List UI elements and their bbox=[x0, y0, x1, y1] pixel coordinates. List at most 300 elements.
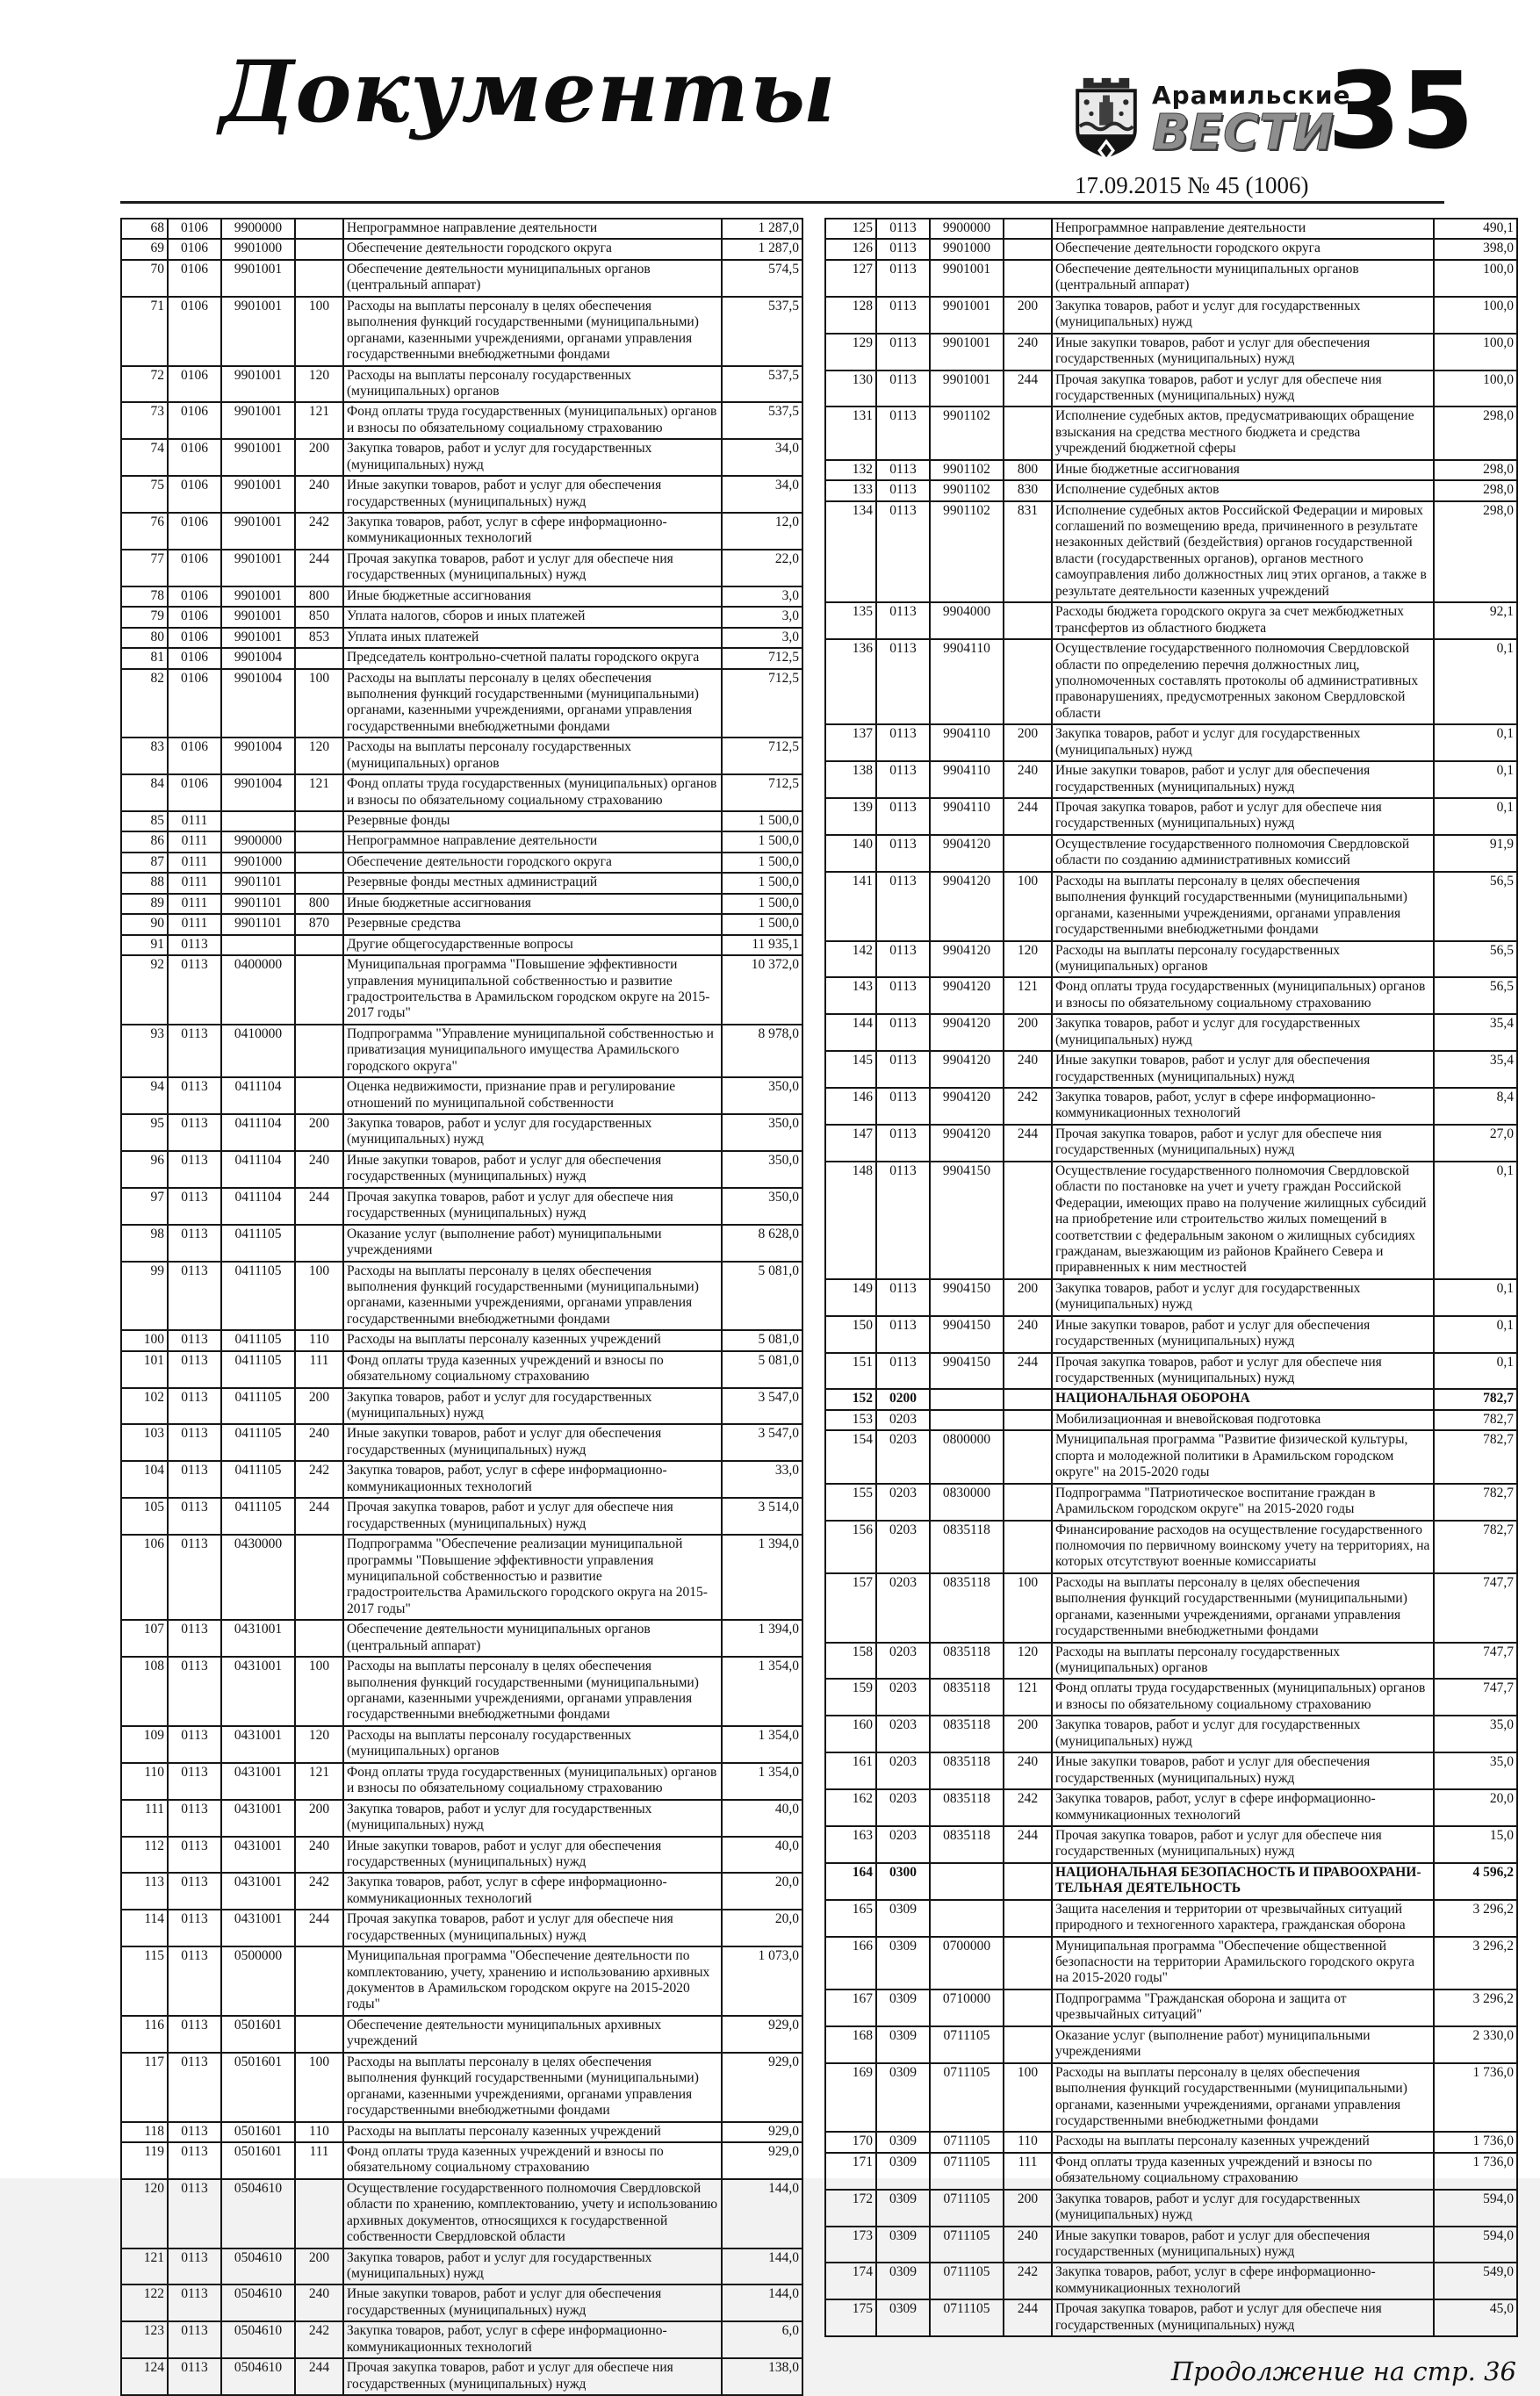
celevaya-cell: 9901102 bbox=[930, 460, 1004, 480]
name-cell: Расходы на выплаты персоналу государственных (муниципальных) органов bbox=[343, 738, 722, 774]
table-row bbox=[825, 1279, 1517, 1316]
razdel-cell: 0113 bbox=[168, 2321, 221, 2358]
name-cell: Фонд оплаты труда государственных (муниципальных) органов и взносы по обязательному социальному страхованию bbox=[1052, 1679, 1434, 1716]
sum-cell: 298,0 bbox=[1434, 501, 1517, 603]
celevaya-cell: 9901102 bbox=[930, 501, 1004, 603]
table-row bbox=[121, 1910, 802, 1946]
sum-cell: 1 354,0 bbox=[722, 1726, 802, 1763]
vid-cell bbox=[1004, 1989, 1052, 2026]
celevaya-cell: 9901004 bbox=[221, 648, 295, 668]
name-cell: Расходы на выплаты персоналу государственных (муниципальных) органов bbox=[1052, 941, 1434, 978]
razdel-cell: 0111 bbox=[168, 873, 221, 893]
sum-cell: 91,9 bbox=[1434, 835, 1517, 872]
razdel-cell: 0113 bbox=[168, 1330, 221, 1350]
num-cell: 121 bbox=[121, 2248, 168, 2285]
name-cell: Другие общегосударственные вопросы bbox=[343, 935, 722, 955]
celevaya-cell: 0411104 bbox=[221, 1188, 295, 1225]
razdel-cell: 0113 bbox=[168, 1657, 221, 1726]
razdel-cell: 0113 bbox=[876, 872, 930, 941]
num-cell: 129 bbox=[825, 334, 876, 371]
num-cell: 105 bbox=[121, 1498, 168, 1535]
name-cell: Расходы на выплаты персоналу в целях обеспечения выполнения функций государственными (муниципальными) органами, казенными учреждениями, органами управления государственными внебюджетными фондами bbox=[343, 1657, 722, 1726]
num-cell: 78 bbox=[121, 586, 168, 607]
table-row bbox=[121, 853, 802, 873]
name-cell: Финансирование расходов на осуществление государственного полномочия по первичному воинскому учету на территориях, на которых отсутствуют военные комиссариаты bbox=[1052, 1521, 1434, 1573]
num-cell: 158 bbox=[825, 1643, 876, 1680]
razdel-cell: 0106 bbox=[168, 239, 221, 259]
num-cell: 155 bbox=[825, 1484, 876, 1521]
sum-cell: 100,0 bbox=[1434, 297, 1517, 334]
sum-cell: 350,0 bbox=[722, 1077, 802, 1114]
razdel-cell: 0106 bbox=[168, 648, 221, 668]
razdel-cell: 0113 bbox=[876, 724, 930, 761]
sum-cell: 3 514,0 bbox=[722, 1498, 802, 1535]
razdel-cell: 0203 bbox=[876, 1643, 930, 1680]
celevaya-cell bbox=[930, 1389, 1004, 1409]
name-cell: Иные закупки товаров, работ и услуг для обеспечения государственных (муниципальных) нужд bbox=[1052, 1752, 1434, 1789]
razdel-cell: 0113 bbox=[876, 639, 930, 724]
name-cell: Прочая закупка товаров, работ и услуг для обеспече ния государственных (муниципальных) нужд bbox=[1052, 1125, 1434, 1162]
sum-cell: 1 500,0 bbox=[722, 831, 802, 852]
name-cell: Фонд оплаты труда государственных (муниципальных) органов и взносы по обязательному социальному страхованию bbox=[343, 1763, 722, 1800]
table-row bbox=[825, 219, 1517, 239]
razdel-cell: 0113 bbox=[876, 835, 930, 872]
celevaya-cell: 0835118 bbox=[930, 1679, 1004, 1716]
sum-cell: 3 296,2 bbox=[1434, 1937, 1517, 1989]
name-cell: Оценка недвижимости, признание прав и регулирование отношений по муниципальной собственности bbox=[343, 1077, 722, 1114]
vid-cell: 244 bbox=[1004, 1826, 1052, 1863]
num-cell: 144 bbox=[825, 1014, 876, 1051]
name-cell: Закупка товаров, работ и услуг для государственных (муниципальных) нужд bbox=[343, 439, 722, 476]
page-number: 35 bbox=[1328, 51, 1474, 173]
name-cell: Закупка товаров, работ и услуг для государственных (муниципальных) нужд bbox=[343, 2248, 722, 2285]
vid-cell: 240 bbox=[1004, 334, 1052, 371]
razdel-cell: 0113 bbox=[876, 239, 930, 259]
num-cell: 76 bbox=[121, 513, 168, 550]
table-row bbox=[825, 2153, 1517, 2190]
table-row bbox=[121, 1837, 802, 1874]
vid-cell bbox=[1004, 1389, 1052, 1409]
sum-cell: 594,0 bbox=[1434, 2227, 1517, 2263]
num-cell: 128 bbox=[825, 297, 876, 334]
sum-cell: 40,0 bbox=[722, 1837, 802, 1874]
razdel-cell: 0113 bbox=[876, 977, 930, 1014]
razdel-cell: 0113 bbox=[876, 460, 930, 480]
vid-cell: 121 bbox=[1004, 977, 1052, 1014]
celevaya-cell: 0411105 bbox=[221, 1262, 295, 1331]
sum-cell: 1 354,0 bbox=[722, 1763, 802, 1800]
table-row bbox=[121, 648, 802, 668]
razdel-cell: 0113 bbox=[876, 1051, 930, 1088]
sum-cell: 782,7 bbox=[1434, 1430, 1517, 1483]
celevaya-cell: 0501601 bbox=[221, 2142, 295, 2179]
sum-cell: 20,0 bbox=[722, 1873, 802, 1910]
table-row bbox=[121, 1330, 802, 1350]
celevaya-cell: 0830000 bbox=[930, 1484, 1004, 1521]
num-cell: 130 bbox=[825, 371, 876, 407]
num-cell: 98 bbox=[121, 1225, 168, 1262]
num-cell: 95 bbox=[121, 1114, 168, 1151]
table-row bbox=[121, 239, 802, 259]
name-cell: Осуществление государственного полномочия Свердловской области по постановке на учет и учету граждан Российской Федерации, имеющих право на получение жилищных субсидий на приобретение или строительство жилых помещений в соответствии с федеральным законом о жилищных субсидиях гражданам, выезжающим из районов Крайнего Севера и приравненных к ним местностей bbox=[1052, 1162, 1434, 1279]
num-cell: 73 bbox=[121, 402, 168, 439]
vid-cell bbox=[1004, 1937, 1052, 1989]
name-cell: Исполнение судебных актов, предусматривающих обращение взыскания на средства местного бюджета и средства учреждений бюджетной сферы bbox=[1052, 407, 1434, 459]
celevaya-cell: 9901004 bbox=[221, 774, 295, 811]
sum-cell: 1 500,0 bbox=[722, 853, 802, 873]
name-cell: Фонд оплаты труда государственных (муниципальных) органов и взносы по обязательному социальному страхованию bbox=[1052, 977, 1434, 1014]
name-cell: Обеспечение деятельности городского округа bbox=[1052, 239, 1434, 259]
sum-cell: 5 081,0 bbox=[722, 1351, 802, 1388]
name-cell: Закупка товаров, работ и услуг для государственных (муниципальных) нужд bbox=[1052, 1716, 1434, 1752]
razdel-cell: 0111 bbox=[168, 894, 221, 914]
sum-cell: 2 330,0 bbox=[1434, 2026, 1517, 2063]
vid-cell bbox=[1004, 835, 1052, 872]
num-cell: 85 bbox=[121, 811, 168, 831]
table-row bbox=[825, 1679, 1517, 1716]
num-cell: 156 bbox=[825, 1521, 876, 1573]
num-cell: 102 bbox=[121, 1388, 168, 1425]
name-cell: Иные закупки товаров, работ и услуг для обеспечения государственных (муниципальных) нужд bbox=[1052, 334, 1434, 371]
table-row bbox=[121, 607, 802, 627]
vid-cell: 853 bbox=[295, 628, 343, 648]
vid-cell: 200 bbox=[295, 2248, 343, 2285]
vid-cell: 120 bbox=[295, 738, 343, 774]
issue-date: 17.09.2015 № 45 (1006) bbox=[1075, 172, 1309, 198]
table-row bbox=[121, 1025, 802, 1077]
sum-cell: 1 287,0 bbox=[722, 219, 802, 239]
table-row bbox=[825, 941, 1517, 978]
num-cell: 111 bbox=[121, 1800, 168, 1837]
vid-cell: 110 bbox=[1004, 2132, 1052, 2152]
table-row bbox=[825, 872, 1517, 941]
celevaya-cell: 9901004 bbox=[221, 738, 295, 774]
vid-cell: 870 bbox=[295, 914, 343, 934]
table-row bbox=[825, 724, 1517, 761]
num-cell: 174 bbox=[825, 2263, 876, 2299]
vid-cell bbox=[1004, 2026, 1052, 2063]
vid-cell bbox=[1004, 1484, 1052, 1521]
celevaya-cell: 9904120 bbox=[930, 977, 1004, 1014]
name-cell: Муниципальная программа "Повышение эффективности управления муниципальной собственностью и развитие градостроительства в Арамильском городском округе на 2015-2017 годы" bbox=[343, 955, 722, 1025]
vid-cell: 240 bbox=[295, 2284, 343, 2321]
sum-cell: 11 935,1 bbox=[722, 935, 802, 955]
vid-cell bbox=[295, 239, 343, 259]
vid-cell: 100 bbox=[295, 1262, 343, 1331]
vid-cell bbox=[1004, 239, 1052, 259]
celevaya-cell: 9904120 bbox=[930, 872, 1004, 941]
num-cell: 103 bbox=[121, 1424, 168, 1461]
celevaya-cell: 0835118 bbox=[930, 1573, 1004, 1643]
celevaya-cell: 9904150 bbox=[930, 1316, 1004, 1353]
razdel-cell: 0113 bbox=[168, 2179, 221, 2248]
num-cell: 152 bbox=[825, 1389, 876, 1409]
celevaya-cell: 0711105 bbox=[930, 2299, 1004, 2336]
razdel-cell: 0106 bbox=[168, 219, 221, 239]
razdel-cell: 0113 bbox=[876, 1014, 930, 1051]
celevaya-cell bbox=[930, 1900, 1004, 1937]
sum-cell: 35,4 bbox=[1434, 1051, 1517, 1088]
celevaya-cell: 0504610 bbox=[221, 2248, 295, 2285]
name-cell: Подпрограмма "Управление муниципальной собственностью и приватизация муниципального имущества Арамильского городского округа" bbox=[343, 1025, 722, 1077]
table-row bbox=[121, 2053, 802, 2122]
table-row bbox=[121, 1388, 802, 1425]
name-cell: Прочая закупка товаров, работ и услуг для обеспече ния государственных (муниципальных) нужд bbox=[343, 1188, 722, 1225]
vid-cell: 120 bbox=[1004, 1643, 1052, 1680]
vid-cell: 200 bbox=[1004, 1014, 1052, 1051]
vid-cell bbox=[1004, 1410, 1052, 1430]
razdel-cell: 0106 bbox=[168, 476, 221, 513]
celevaya-cell: 0501601 bbox=[221, 2016, 295, 2053]
table-row bbox=[825, 2263, 1517, 2299]
vid-cell bbox=[295, 831, 343, 852]
celevaya-cell: 9904120 bbox=[930, 835, 1004, 872]
table-row bbox=[825, 1051, 1517, 1088]
vid-cell: 200 bbox=[1004, 297, 1052, 334]
sum-cell: 1 394,0 bbox=[722, 1535, 802, 1620]
table-row bbox=[121, 550, 802, 586]
vid-cell: 100 bbox=[295, 669, 343, 738]
vid-cell bbox=[295, 260, 343, 297]
celevaya-cell: 0431001 bbox=[221, 1800, 295, 1837]
name-cell: Иные бюджетные ассигнования bbox=[343, 894, 722, 914]
sum-cell: 8 978,0 bbox=[722, 1025, 802, 1077]
celevaya-cell: 0835118 bbox=[930, 1643, 1004, 1680]
budget-table-right bbox=[824, 218, 1518, 2337]
razdel-cell: 0106 bbox=[168, 297, 221, 366]
vid-cell: 242 bbox=[295, 1461, 343, 1498]
razdel-cell: 0111 bbox=[168, 914, 221, 934]
razdel-cell: 0309 bbox=[876, 2026, 930, 2063]
num-cell: 94 bbox=[121, 1077, 168, 1114]
vid-cell: 244 bbox=[295, 2358, 343, 2395]
sum-cell: 1 500,0 bbox=[722, 811, 802, 831]
razdel-cell: 0106 bbox=[168, 607, 221, 627]
razdel-cell: 0113 bbox=[876, 798, 930, 835]
vid-cell bbox=[295, 2016, 343, 2053]
sum-cell: 100,0 bbox=[1434, 334, 1517, 371]
name-cell: Оказание услуг (выполнение работ) муниципальными учреждениями bbox=[343, 1225, 722, 1262]
table-row bbox=[825, 407, 1517, 459]
name-cell: Закупка товаров, работ, услуг в сфере информационно-коммуникационных технологий bbox=[343, 1461, 722, 1498]
celevaya-cell: 0835118 bbox=[930, 1752, 1004, 1789]
vid-cell: 121 bbox=[1004, 1679, 1052, 1716]
table-row bbox=[825, 239, 1517, 259]
table-row bbox=[121, 774, 802, 811]
num-cell: 167 bbox=[825, 1989, 876, 2026]
vid-cell: 200 bbox=[295, 1114, 343, 1151]
num-cell: 122 bbox=[121, 2284, 168, 2321]
table-row bbox=[121, 1873, 802, 1910]
sum-cell: 712,5 bbox=[722, 774, 802, 811]
table-row bbox=[121, 669, 802, 738]
table-row bbox=[121, 2321, 802, 2358]
razdel-cell: 0203 bbox=[876, 1521, 930, 1573]
razdel-cell: 0113 bbox=[168, 1151, 221, 1188]
razdel-cell: 0113 bbox=[168, 1025, 221, 1077]
celevaya-cell: 0411104 bbox=[221, 1114, 295, 1151]
num-cell: 119 bbox=[121, 2142, 168, 2179]
table-row bbox=[825, 835, 1517, 872]
num-cell: 84 bbox=[121, 774, 168, 811]
table-row bbox=[825, 761, 1517, 798]
sum-cell: 929,0 bbox=[722, 2122, 802, 2142]
sum-cell: 56,5 bbox=[1434, 872, 1517, 941]
name-cell: Закупка товаров, работ и услуг для государственных (муниципальных) нужд bbox=[343, 1114, 722, 1151]
sum-cell: 12,0 bbox=[722, 513, 802, 550]
num-cell: 137 bbox=[825, 724, 876, 761]
name-cell: Фонд оплаты труда казенных учреждений и взносы по обязательному социальному страхованию bbox=[343, 1351, 722, 1388]
sum-cell: 138,0 bbox=[722, 2358, 802, 2395]
name-cell: Прочая закупка товаров, работ и услуг для обеспече ния государственных (муниципальных) нужд bbox=[343, 550, 722, 586]
vid-cell: 244 bbox=[295, 1910, 343, 1946]
vid-cell: 240 bbox=[295, 1151, 343, 1188]
celevaya-cell: 0431001 bbox=[221, 1837, 295, 1874]
num-cell: 172 bbox=[825, 2190, 876, 2227]
razdel-cell: 0113 bbox=[168, 1351, 221, 1388]
celevaya-cell: 9901001 bbox=[221, 628, 295, 648]
celevaya-cell: 9904120 bbox=[930, 1088, 1004, 1125]
table-row bbox=[825, 2299, 1517, 2336]
table-row bbox=[825, 977, 1517, 1014]
vid-cell bbox=[295, 1620, 343, 1657]
table-row bbox=[825, 1389, 1517, 1409]
sum-cell: 20,0 bbox=[1434, 1789, 1517, 1826]
name-cell: Иные бюджетные ассигнования bbox=[343, 586, 722, 607]
num-cell: 88 bbox=[121, 873, 168, 893]
num-cell: 142 bbox=[825, 941, 876, 978]
table-row bbox=[825, 1316, 1517, 1353]
razdel-cell: 0113 bbox=[876, 1316, 930, 1353]
vid-cell bbox=[1004, 1900, 1052, 1937]
table-row bbox=[121, 955, 802, 1025]
razdel-cell: 0113 bbox=[876, 334, 930, 371]
num-cell: 80 bbox=[121, 628, 168, 648]
celevaya-cell: 0411105 bbox=[221, 1351, 295, 1388]
celevaya-cell: 0710000 bbox=[930, 1989, 1004, 2026]
table-row bbox=[121, 935, 802, 955]
razdel-cell: 0113 bbox=[168, 1620, 221, 1657]
name-cell: Прочая закупка товаров, работ и услуг для обеспече ния государственных (муниципальных) нужд bbox=[343, 1498, 722, 1535]
num-cell: 170 bbox=[825, 2132, 876, 2152]
vid-cell bbox=[1004, 1162, 1052, 1279]
sum-cell: 537,5 bbox=[722, 366, 802, 403]
name-cell: Расходы на выплаты персоналу в целях обеспечения выполнения функций государственными (муниципальными) органами, казенными учреждениями, органами управления государственными внебюджетными фондами bbox=[343, 669, 722, 738]
num-cell: 168 bbox=[825, 2026, 876, 2063]
table-row bbox=[121, 513, 802, 550]
celevaya-cell bbox=[930, 1410, 1004, 1430]
celevaya-cell: 9901001 bbox=[221, 586, 295, 607]
num-cell: 104 bbox=[121, 1461, 168, 1498]
num-cell: 160 bbox=[825, 1716, 876, 1752]
table-row bbox=[825, 1643, 1517, 1680]
name-cell: Фонд оплаты труда казенных учреждений и взносы по обязательному социальному страхованию bbox=[1052, 2153, 1434, 2190]
razdel-cell: 0113 bbox=[168, 2248, 221, 2285]
vid-cell: 120 bbox=[295, 1726, 343, 1763]
table-row bbox=[825, 1484, 1517, 1521]
vid-cell: 200 bbox=[295, 439, 343, 476]
table-row bbox=[121, 1657, 802, 1726]
celevaya-cell: 9904150 bbox=[930, 1162, 1004, 1279]
num-cell: 162 bbox=[825, 1789, 876, 1826]
name-cell: Исполнение судебных актов Российской Федерации и мировых соглашений по возмещению вреда, причиненного в результате незаконных действий (бездействия) органов государственной власти (государственных органов), органов местного самоуправления либо должностных лиц этих органов, а также в результате деятельности казенных учреждений bbox=[1052, 501, 1434, 603]
razdel-cell: 0113 bbox=[168, 955, 221, 1025]
vid-cell: 800 bbox=[1004, 460, 1052, 480]
name-cell: Закупка товаров, работ и услуг для государственных (муниципальных) нужд bbox=[343, 1388, 722, 1425]
city-coat-of-arms-icon bbox=[1069, 74, 1143, 172]
sum-cell: 45,0 bbox=[1434, 2299, 1517, 2336]
table-row bbox=[825, 2190, 1517, 2227]
name-cell: Закупка товаров, работ и услуг для государственных (муниципальных) нужд bbox=[1052, 1014, 1434, 1051]
name-cell: Председатель контрольно-счетной палаты городского округа bbox=[343, 648, 722, 668]
num-cell: 93 bbox=[121, 1025, 168, 1077]
num-cell: 120 bbox=[121, 2179, 168, 2248]
celevaya-cell: 0431001 bbox=[221, 1620, 295, 1657]
name-cell: Непрограммное направление деятельности bbox=[343, 831, 722, 852]
sum-cell: 747,7 bbox=[1434, 1573, 1517, 1643]
name-cell: Расходы бюджета городского округа за счет межбюджетных трансфертов из областного бюджета bbox=[1052, 602, 1434, 639]
vid-cell: 244 bbox=[295, 1498, 343, 1535]
celevaya-cell bbox=[930, 1863, 1004, 1900]
sum-cell: 100,0 bbox=[1434, 260, 1517, 297]
vid-cell: 121 bbox=[295, 774, 343, 811]
sum-cell: 3 296,2 bbox=[1434, 1900, 1517, 1937]
num-cell: 146 bbox=[825, 1088, 876, 1125]
name-cell: Обеспечение деятельности городского округа bbox=[343, 239, 722, 259]
num-cell: 83 bbox=[121, 738, 168, 774]
vid-cell: 240 bbox=[295, 1424, 343, 1461]
razdel-cell: 0106 bbox=[168, 439, 221, 476]
celevaya-cell: 9904120 bbox=[930, 941, 1004, 978]
budget-table-right-column bbox=[824, 218, 1518, 2386]
table-row bbox=[825, 1353, 1517, 1390]
table-row bbox=[825, 2227, 1517, 2263]
sum-cell: 27,0 bbox=[1434, 1125, 1517, 1162]
celevaya-cell: 0711105 bbox=[930, 2153, 1004, 2190]
name-cell: Иные закупки товаров, работ и услуг для обеспечения государственных (муниципальных) нужд bbox=[1052, 1051, 1434, 1088]
name-cell: Закупка товаров, работ и услуг для государственных (муниципальных) нужд bbox=[1052, 297, 1434, 334]
name-cell: Муниципальная программа "Развитие физической культуры, спорта и молодежной политики в Арамильском городском округе" на 2015-2020 годы bbox=[1052, 1430, 1434, 1483]
razdel-cell: 0113 bbox=[876, 941, 930, 978]
table-row bbox=[121, 260, 802, 297]
name-cell: Прочая закупка товаров, работ и услуг для обеспече ния государственных (муниципальных) нужд bbox=[343, 1910, 722, 1946]
num-cell: 151 bbox=[825, 1353, 876, 1390]
sum-cell: 712,5 bbox=[722, 648, 802, 668]
sum-cell: 1 736,0 bbox=[1434, 2132, 1517, 2152]
num-cell: 108 bbox=[121, 1657, 168, 1726]
razdel-cell: 0106 bbox=[168, 366, 221, 403]
name-cell: Непрограммное направление деятельности bbox=[343, 219, 722, 239]
vid-cell: 240 bbox=[1004, 761, 1052, 798]
num-cell: 169 bbox=[825, 2063, 876, 2133]
razdel-cell: 0113 bbox=[168, 1424, 221, 1461]
vid-cell: 111 bbox=[295, 2142, 343, 2179]
celevaya-cell: 0411105 bbox=[221, 1225, 295, 1262]
table-row bbox=[825, 1125, 1517, 1162]
name-cell: Расходы на выплаты персоналу государственных (муниципальных) органов bbox=[1052, 1643, 1434, 1680]
name-cell: Прочая закупка товаров, работ и услуг для обеспече ния государственных (муниципальных) нужд bbox=[1052, 1826, 1434, 1863]
name-cell: Обеспечение деятельности городского округа bbox=[343, 853, 722, 873]
name-cell: Расходы на выплаты персоналу казенных учреждений bbox=[1052, 2132, 1434, 2152]
razdel-cell: 0113 bbox=[168, 2142, 221, 2179]
vid-cell bbox=[1004, 1863, 1052, 1900]
sum-cell: 35,0 bbox=[1434, 1752, 1517, 1789]
table-row bbox=[121, 873, 802, 893]
sum-cell: 1 394,0 bbox=[722, 1620, 802, 1657]
num-cell: 96 bbox=[121, 1151, 168, 1188]
num-cell: 147 bbox=[825, 1125, 876, 1162]
celevaya-cell: 0711105 bbox=[930, 2190, 1004, 2227]
